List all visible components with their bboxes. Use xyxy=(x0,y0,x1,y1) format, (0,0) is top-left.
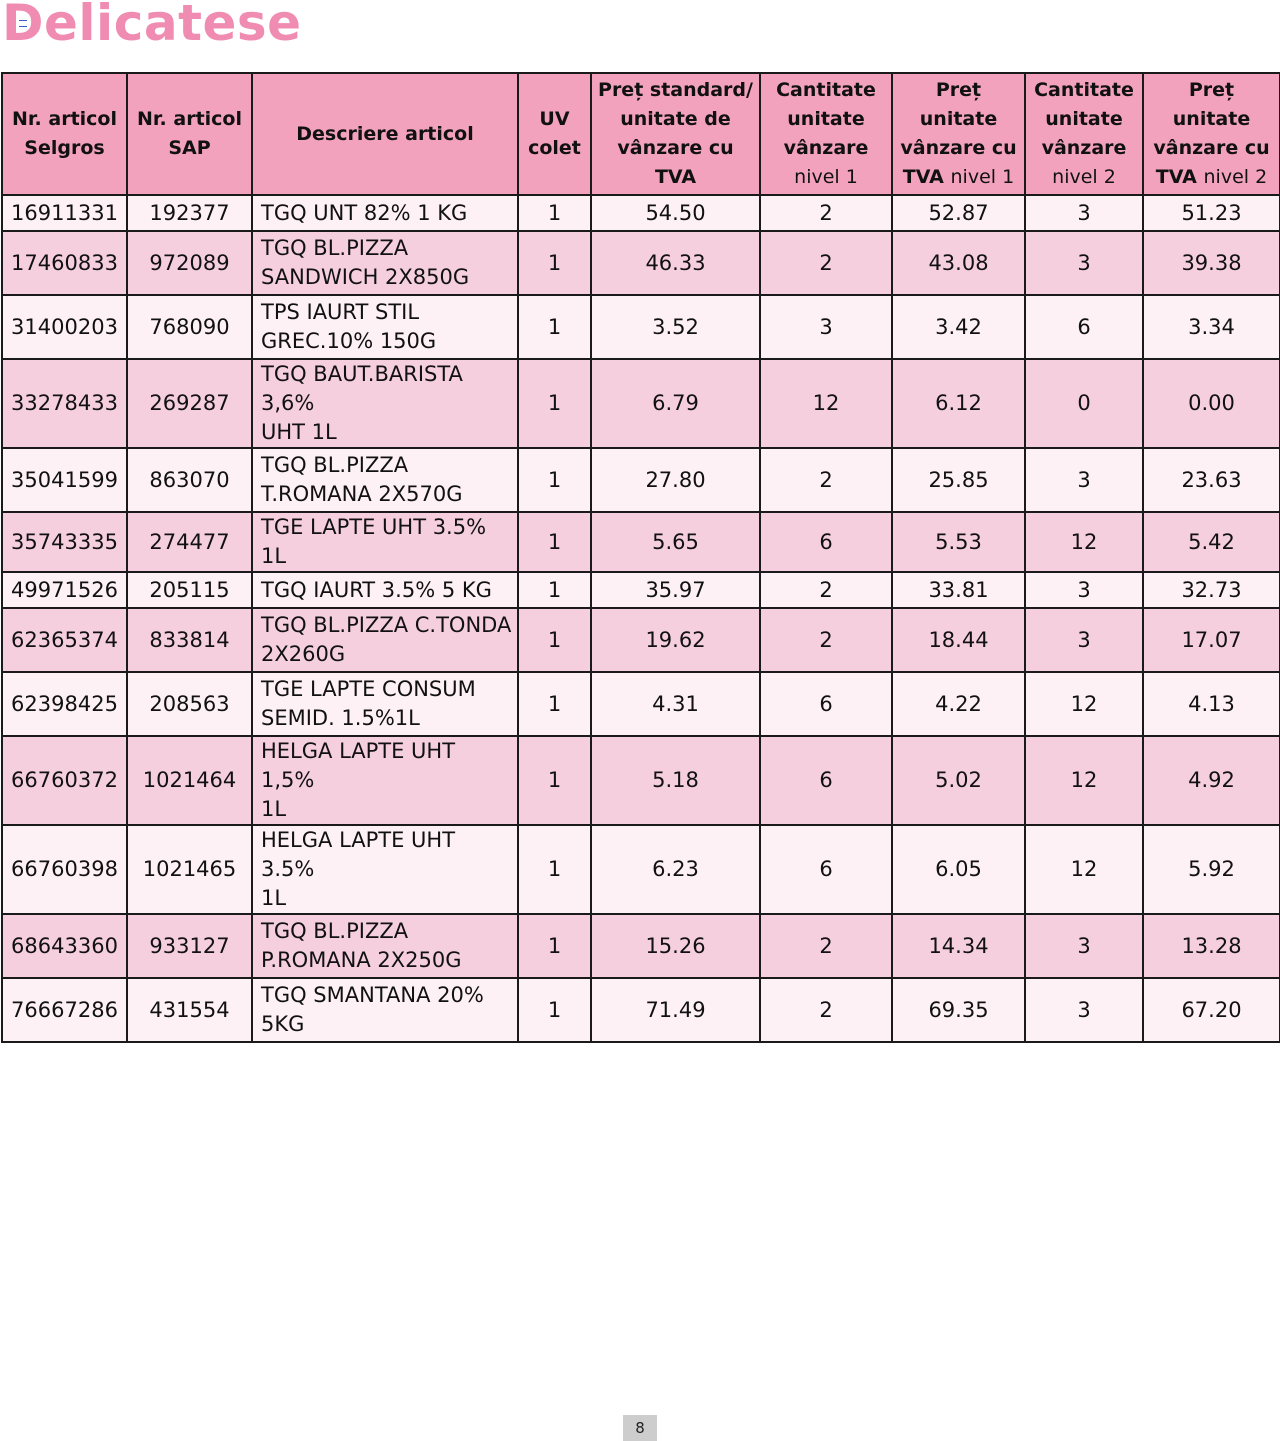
cell-descriere-articol: TGQ SMANTANA 20% 5KG xyxy=(252,978,518,1042)
table-row xyxy=(2,736,1280,825)
table-row xyxy=(2,359,1280,448)
cell-pret-nivel-1: 5.02 xyxy=(892,736,1025,825)
cell-pret-nivel-1: 69.35 xyxy=(892,978,1025,1042)
cell-uv-colet: 1 xyxy=(518,359,591,448)
table-row xyxy=(2,231,1280,295)
header-pret-standard: Preț standard/ unitate de vânzare cu TVA xyxy=(591,73,760,195)
cell-pret-nivel-2: 3.34 xyxy=(1143,295,1280,359)
cell-cantitate-nivel-1: 6 xyxy=(760,672,892,736)
cell-cantitate-nivel-1: 6 xyxy=(760,512,892,572)
cell-nr-articol-selgros: 31400203 xyxy=(2,295,127,359)
cell-nr-articol-sap: 192377 xyxy=(127,195,252,231)
header-descriere-articol: Descriere articol xyxy=(252,73,518,195)
title-marker-icon xyxy=(19,20,27,27)
cell-nr-articol-sap: 205115 xyxy=(127,572,252,608)
cell-uv-colet: 1 xyxy=(518,448,591,512)
cell-uv-colet: 1 xyxy=(518,572,591,608)
cell-descriere-articol: TGQ BL.PIZZA C.TONDA 2X260G xyxy=(252,608,518,672)
header-nr-articol-selgros: Nr. articol Selgros xyxy=(2,73,127,195)
cell-descriere-articol: TGE LAPTE CONSUM SEMID. 1.5%1L xyxy=(252,672,518,736)
table-row xyxy=(2,512,1280,572)
cell-pret-standard: 19.62 xyxy=(591,608,760,672)
cell-nr-articol-selgros: 62398425 xyxy=(2,672,127,736)
page-number: 8 xyxy=(623,1415,657,1441)
cell-descriere-articol: TGQ IAURT 3.5% 5 KG xyxy=(252,572,518,608)
cell-uv-colet: 1 xyxy=(518,914,591,978)
cell-nr-articol-selgros: 49971526 xyxy=(2,572,127,608)
cell-uv-colet: 1 xyxy=(518,825,591,914)
cell-descriere-articol: TGE LAPTE UHT 3.5% 1L xyxy=(252,512,518,572)
cell-uv-colet: 1 xyxy=(518,978,591,1042)
cell-pret-nivel-1: 3.42 xyxy=(892,295,1025,359)
cell-pret-standard: 6.23 xyxy=(591,825,760,914)
cell-cantitate-nivel-2: 12 xyxy=(1025,672,1143,736)
cell-cantitate-nivel-1: 6 xyxy=(760,736,892,825)
cell-cantitate-nivel-1: 12 xyxy=(760,359,892,448)
cell-cantitate-nivel-2: 3 xyxy=(1025,914,1143,978)
cell-nr-articol-sap: 972089 xyxy=(127,231,252,295)
cell-nr-articol-sap: 431554 xyxy=(127,978,252,1042)
cell-cantitate-nivel-1: 2 xyxy=(760,195,892,231)
cell-pret-nivel-2: 0.00 xyxy=(1143,359,1280,448)
cell-pret-nivel-2: 51.23 xyxy=(1143,195,1280,231)
cell-nr-articol-selgros: 16911331 xyxy=(2,195,127,231)
cell-cantitate-nivel-2: 3 xyxy=(1025,978,1143,1042)
table-row xyxy=(2,672,1280,736)
cell-pret-standard: 46.33 xyxy=(591,231,760,295)
cell-cantitate-nivel-2: 12 xyxy=(1025,825,1143,914)
cell-descriere-articol: HELGA LAPTE UHT 3.5% 1L xyxy=(252,825,518,914)
cell-pret-standard: 71.49 xyxy=(591,978,760,1042)
cell-nr-articol-sap: 274477 xyxy=(127,512,252,572)
cell-descriere-articol: HELGA LAPTE UHT 1,5% 1L xyxy=(252,736,518,825)
cell-descriere-articol: TGQ BL.PIZZA P.ROMANA 2X250G xyxy=(252,914,518,978)
cell-cantitate-nivel-2: 12 xyxy=(1025,736,1143,825)
cell-cantitate-nivel-1: 2 xyxy=(760,978,892,1042)
cell-pret-standard: 3.52 xyxy=(591,295,760,359)
cell-descriere-articol: TGQ UNT 82% 1 KG xyxy=(252,195,518,231)
cell-pret-nivel-1: 6.05 xyxy=(892,825,1025,914)
cell-cantitate-nivel-1: 2 xyxy=(760,572,892,608)
cell-pret-standard: 4.31 xyxy=(591,672,760,736)
cell-nr-articol-selgros: 33278433 xyxy=(2,359,127,448)
cell-pret-nivel-1: 18.44 xyxy=(892,608,1025,672)
cell-cantitate-nivel-2: 3 xyxy=(1025,448,1143,512)
cell-cantitate-nivel-1: 2 xyxy=(760,914,892,978)
cell-cantitate-nivel-2: 0 xyxy=(1025,359,1143,448)
cell-pret-nivel-2: 23.63 xyxy=(1143,448,1280,512)
cell-uv-colet: 1 xyxy=(518,231,591,295)
cell-nr-articol-selgros: 17460833 xyxy=(2,231,127,295)
cell-cantitate-nivel-1: 2 xyxy=(760,231,892,295)
cell-nr-articol-sap: 768090 xyxy=(127,295,252,359)
cell-pret-nivel-2: 5.92 xyxy=(1143,825,1280,914)
cell-pret-nivel-2: 4.13 xyxy=(1143,672,1280,736)
header-cantitate-nivel-2: Cantitate unitate vânzare nivel 2 xyxy=(1025,73,1143,195)
cell-cantitate-nivel-1: 2 xyxy=(760,448,892,512)
cell-uv-colet: 1 xyxy=(518,295,591,359)
cell-cantitate-nivel-2: 3 xyxy=(1025,231,1143,295)
table-row xyxy=(2,978,1280,1042)
cell-pret-nivel-1: 25.85 xyxy=(892,448,1025,512)
cell-pret-nivel-2: 5.42 xyxy=(1143,512,1280,572)
cell-nr-articol-sap: 1021465 xyxy=(127,825,252,914)
header-uv-colet: UV colet xyxy=(518,73,591,195)
table-body xyxy=(2,195,1280,1042)
cell-cantitate-nivel-2: 6 xyxy=(1025,295,1143,359)
cell-pret-standard: 35.97 xyxy=(591,572,760,608)
cell-cantitate-nivel-2: 3 xyxy=(1025,195,1143,231)
cell-cantitate-nivel-1: 3 xyxy=(760,295,892,359)
table-header-row xyxy=(2,73,1280,195)
cell-uv-colet: 1 xyxy=(518,512,591,572)
cell-cantitate-nivel-1: 6 xyxy=(760,825,892,914)
cell-nr-articol-selgros: 66760372 xyxy=(2,736,127,825)
table-row xyxy=(2,295,1280,359)
cell-pret-nivel-2: 4.92 xyxy=(1143,736,1280,825)
cell-pret-nivel-1: 14.34 xyxy=(892,914,1025,978)
cell-uv-colet: 1 xyxy=(518,608,591,672)
cell-nr-articol-selgros: 76667286 xyxy=(2,978,127,1042)
cell-uv-colet: 1 xyxy=(518,736,591,825)
cell-pret-nivel-1: 43.08 xyxy=(892,231,1025,295)
cell-pret-standard: 27.80 xyxy=(591,448,760,512)
cell-nr-articol-selgros: 66760398 xyxy=(2,825,127,914)
header-pret-nivel-1: Preț unitate vânzare cu TVA nivel 1 xyxy=(892,73,1025,195)
cell-pret-nivel-1: 52.87 xyxy=(892,195,1025,231)
cell-pret-standard: 6.79 xyxy=(591,359,760,448)
cell-pret-nivel-1: 4.22 xyxy=(892,672,1025,736)
cell-pret-nivel-1: 6.12 xyxy=(892,359,1025,448)
cell-pret-standard: 5.65 xyxy=(591,512,760,572)
table-row xyxy=(2,825,1280,914)
cell-pret-nivel-2: 17.07 xyxy=(1143,608,1280,672)
cell-uv-colet: 1 xyxy=(518,195,591,231)
cell-cantitate-nivel-2: 3 xyxy=(1025,572,1143,608)
table-row xyxy=(2,448,1280,512)
cell-descriere-articol: TGQ BL.PIZZA SANDWICH 2X850G xyxy=(252,231,518,295)
cell-nr-articol-sap: 933127 xyxy=(127,914,252,978)
cell-pret-standard: 15.26 xyxy=(591,914,760,978)
cell-nr-articol-selgros: 35041599 xyxy=(2,448,127,512)
header-cantitate-nivel-1: Cantitate unitate vânzare nivel 1 xyxy=(760,73,892,195)
cell-cantitate-nivel-1: 2 xyxy=(760,608,892,672)
table-row xyxy=(2,914,1280,978)
header-nr-articol-sap: Nr. articol SAP xyxy=(127,73,252,195)
cell-descriere-articol: TGQ BAUT.BARISTA 3,6% UHT 1L xyxy=(252,359,518,448)
cell-nr-articol-sap: 208563 xyxy=(127,672,252,736)
table-row xyxy=(2,572,1280,608)
cell-pret-nivel-1: 5.53 xyxy=(892,512,1025,572)
cell-pret-standard: 5.18 xyxy=(591,736,760,825)
cell-nr-articol-sap: 863070 xyxy=(127,448,252,512)
cell-nr-articol-selgros: 62365374 xyxy=(2,608,127,672)
cell-nr-articol-sap: 1021464 xyxy=(127,736,252,825)
cell-pret-standard: 54.50 xyxy=(591,195,760,231)
cell-pret-nivel-2: 39.38 xyxy=(1143,231,1280,295)
cell-uv-colet: 1 xyxy=(518,672,591,736)
page-title: Delicatese xyxy=(2,0,302,52)
cell-cantitate-nivel-2: 12 xyxy=(1025,512,1143,572)
cell-nr-articol-selgros: 68643360 xyxy=(2,914,127,978)
cell-descriere-articol: TPS IAURT STIL GREC.10% 150G xyxy=(252,295,518,359)
cell-pret-nivel-2: 32.73 xyxy=(1143,572,1280,608)
header-pret-nivel-2: Preț unitate vânzare cu TVA nivel 2 xyxy=(1143,73,1280,195)
cell-nr-articol-selgros: 35743335 xyxy=(2,512,127,572)
table-row xyxy=(2,608,1280,672)
cell-pret-nivel-2: 67.20 xyxy=(1143,978,1280,1042)
table-row xyxy=(2,195,1280,231)
price-table xyxy=(1,72,1280,1043)
cell-descriere-articol: TGQ BL.PIZZA T.ROMANA 2X570G xyxy=(252,448,518,512)
cell-pret-nivel-1: 33.81 xyxy=(892,572,1025,608)
cell-nr-articol-sap: 833814 xyxy=(127,608,252,672)
cell-pret-nivel-2: 13.28 xyxy=(1143,914,1280,978)
cell-cantitate-nivel-2: 3 xyxy=(1025,608,1143,672)
cell-nr-articol-sap: 269287 xyxy=(127,359,252,448)
